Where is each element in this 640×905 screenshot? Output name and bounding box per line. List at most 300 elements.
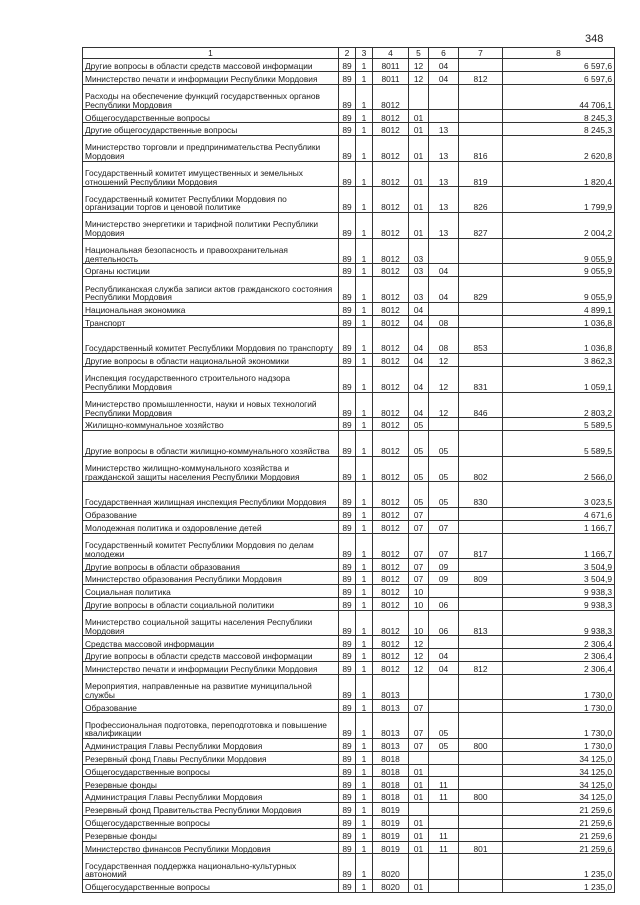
code-6: 04 — [429, 59, 459, 72]
code-5 — [409, 854, 429, 880]
code-7: 802 — [459, 456, 503, 482]
code-2: 89 — [339, 212, 356, 238]
code-6: 06 — [429, 610, 459, 636]
item-name: Общегосударственные вопросы — [83, 880, 339, 893]
code-4: 8019 — [373, 815, 409, 828]
column-header-3: 3 — [356, 48, 373, 59]
table-row — [83, 661, 615, 674]
table-row — [83, 212, 615, 238]
code-5: 03 — [409, 277, 429, 303]
code-2: 89 — [339, 649, 356, 662]
item-name: Органы юстиции — [83, 264, 339, 277]
code-2: 89 — [339, 302, 356, 315]
item-name: Министерство торговли и предпринимательства Республики Мордовия — [83, 135, 339, 161]
code-5: 10 — [409, 584, 429, 597]
code-5: 05 — [409, 418, 429, 431]
table-row — [83, 815, 615, 828]
code-4: 8019 — [373, 828, 409, 841]
table-row — [83, 123, 615, 136]
amount: 2 620,8 — [503, 135, 615, 161]
item-name: Мероприятия, направленные на развитие муниципальной службы — [83, 674, 339, 700]
code-5: 01 — [409, 212, 429, 238]
amount: 4 671,6 — [503, 507, 615, 520]
code-4: 8012 — [373, 135, 409, 161]
amount: 2 004,2 — [503, 212, 615, 238]
table-row — [83, 302, 615, 315]
amount: 1 730,0 — [503, 713, 615, 739]
code-7 — [459, 700, 503, 713]
code-2: 89 — [339, 764, 356, 777]
table-body — [83, 59, 615, 893]
code-3: 1 — [356, 597, 373, 610]
code-5: 04 — [409, 392, 429, 418]
code-2: 89 — [339, 418, 356, 431]
column-header-6: 6 — [429, 48, 459, 59]
amount: 2 803,2 — [503, 392, 615, 418]
code-3: 1 — [356, 559, 373, 572]
code-6: 09 — [429, 559, 459, 572]
code-4: 8012 — [373, 328, 409, 354]
amount: 5 589,5 — [503, 431, 615, 457]
code-7: 816 — [459, 135, 503, 161]
code-2: 89 — [339, 277, 356, 303]
code-3: 1 — [356, 880, 373, 893]
code-7 — [459, 302, 503, 315]
code-3: 1 — [356, 366, 373, 392]
code-2: 89 — [339, 84, 356, 110]
code-3: 1 — [356, 431, 373, 457]
table-row — [83, 366, 615, 392]
code-4: 8012 — [373, 187, 409, 213]
code-3: 1 — [356, 482, 373, 508]
code-4: 8012 — [373, 238, 409, 264]
column-header-8: 8 — [503, 48, 615, 59]
item-name: Другие вопросы в области национальной экономики — [83, 354, 339, 367]
code-3: 1 — [356, 392, 373, 418]
code-4: 8012 — [373, 636, 409, 649]
code-2: 89 — [339, 880, 356, 893]
code-5 — [409, 84, 429, 110]
code-2: 89 — [339, 803, 356, 816]
table-row — [83, 431, 615, 457]
code-4: 8012 — [373, 533, 409, 559]
table-row — [83, 584, 615, 597]
amount: 1 730,0 — [503, 738, 615, 751]
code-2: 89 — [339, 520, 356, 533]
code-5: 04 — [409, 328, 429, 354]
code-4: 8012 — [373, 123, 409, 136]
item-name: Государственный комитет Республики Мордовия по организации торгов и ценовой политике — [83, 187, 339, 213]
code-2: 89 — [339, 161, 356, 187]
code-2: 89 — [339, 482, 356, 508]
code-6 — [429, 507, 459, 520]
code-6: 04 — [429, 277, 459, 303]
table-row — [83, 520, 615, 533]
code-4: 8012 — [373, 84, 409, 110]
item-name: Национальная экономика — [83, 302, 339, 315]
code-4: 8011 — [373, 71, 409, 84]
table-row — [83, 456, 615, 482]
code-6: 05 — [429, 738, 459, 751]
code-3: 1 — [356, 584, 373, 597]
amount: 8 245,3 — [503, 123, 615, 136]
code-2: 89 — [339, 559, 356, 572]
code-4: 8012 — [373, 507, 409, 520]
code-3: 1 — [356, 520, 373, 533]
code-7: 801 — [459, 841, 503, 854]
code-6 — [429, 674, 459, 700]
code-7 — [459, 418, 503, 431]
code-2: 89 — [339, 597, 356, 610]
amount: 9 938,3 — [503, 610, 615, 636]
item-name: Администрация Главы Республики Мордовия — [83, 790, 339, 803]
code-3: 1 — [356, 828, 373, 841]
code-2: 89 — [339, 59, 356, 72]
code-3: 1 — [356, 636, 373, 649]
code-3: 1 — [356, 302, 373, 315]
code-4: 8012 — [373, 520, 409, 533]
column-header-1: 1 — [83, 48, 339, 59]
code-3: 1 — [356, 738, 373, 751]
table-row — [83, 713, 615, 739]
code-2: 89 — [339, 790, 356, 803]
item-name: Транспорт — [83, 315, 339, 328]
table-row — [83, 187, 615, 213]
table-row — [83, 84, 615, 110]
code-2: 89 — [339, 238, 356, 264]
code-5: 07 — [409, 520, 429, 533]
item-name: Министерство промышленности, науки и новых технологий Республики Мордовия — [83, 392, 339, 418]
code-3: 1 — [356, 572, 373, 585]
code-7: 827 — [459, 212, 503, 238]
code-6: 13 — [429, 135, 459, 161]
code-5 — [409, 674, 429, 700]
code-3: 1 — [356, 533, 373, 559]
code-6: 09 — [429, 572, 459, 585]
item-name: Другие вопросы в области социальной политики — [83, 597, 339, 610]
code-7: 813 — [459, 610, 503, 636]
code-2: 89 — [339, 431, 356, 457]
code-6: 05 — [429, 456, 459, 482]
table-row — [83, 264, 615, 277]
code-5: 04 — [409, 354, 429, 367]
table-row — [83, 751, 615, 764]
code-4: 8019 — [373, 841, 409, 854]
amount: 9 055,9 — [503, 277, 615, 303]
code-2: 89 — [339, 584, 356, 597]
code-2: 89 — [339, 815, 356, 828]
code-7 — [459, 777, 503, 790]
item-name: Общегосударственные вопросы — [83, 110, 339, 123]
code-3: 1 — [356, 187, 373, 213]
code-4: 8012 — [373, 661, 409, 674]
code-4: 8012 — [373, 418, 409, 431]
table-row — [83, 803, 615, 816]
amount: 21 259,6 — [503, 841, 615, 854]
item-name: Молодежная политика и оздоровление детей — [83, 520, 339, 533]
code-6 — [429, 880, 459, 893]
code-5: 01 — [409, 790, 429, 803]
code-7 — [459, 880, 503, 893]
code-3: 1 — [356, 418, 373, 431]
item-name: Расходы на обеспечение функций государственных органов Республики Мордовия — [83, 84, 339, 110]
code-2: 89 — [339, 738, 356, 751]
table-row — [83, 777, 615, 790]
code-4: 8012 — [373, 482, 409, 508]
item-name: Государственная поддержка национально-культурных автономий — [83, 854, 339, 880]
item-name: Резервный фонд Правительства Республики Мордовия — [83, 803, 339, 816]
code-7 — [459, 354, 503, 367]
code-6: 12 — [429, 366, 459, 392]
code-6: 08 — [429, 315, 459, 328]
amount: 1 799,9 — [503, 187, 615, 213]
code-3: 1 — [356, 649, 373, 662]
table-row — [83, 71, 615, 84]
code-6: 06 — [429, 597, 459, 610]
code-4: 8012 — [373, 366, 409, 392]
code-7: 809 — [459, 572, 503, 585]
amount: 2 306,4 — [503, 636, 615, 649]
code-5: 04 — [409, 366, 429, 392]
table-row — [83, 854, 615, 880]
amount: 9 938,3 — [503, 597, 615, 610]
code-2: 89 — [339, 366, 356, 392]
code-4: 8012 — [373, 584, 409, 597]
code-3: 1 — [356, 456, 373, 482]
code-5: 07 — [409, 507, 429, 520]
code-2: 89 — [339, 187, 356, 213]
table-row — [83, 135, 615, 161]
code-4: 8012 — [373, 456, 409, 482]
item-name: Министерство печати и информации Республики Мордовия — [83, 661, 339, 674]
code-6: 04 — [429, 661, 459, 674]
table-row — [83, 59, 615, 72]
item-name: Министерство жилищно-коммунального хозяйства и гражданской защиты населения Республики Мордовия — [83, 456, 339, 482]
code-2: 89 — [339, 713, 356, 739]
page-number: 348 — [585, 33, 604, 45]
table-row — [83, 238, 615, 264]
code-5 — [409, 751, 429, 764]
item-name: Государственная жилищная инспекция Республики Мордовия — [83, 482, 339, 508]
item-name: Государственный комитет имущественных и земельных отношений Республики Мордовия — [83, 161, 339, 187]
code-6 — [429, 803, 459, 816]
code-6: 11 — [429, 777, 459, 790]
item-name: Национальная безопасность и правоохранительная деятельность — [83, 238, 339, 264]
code-7 — [459, 110, 503, 123]
code-7 — [459, 854, 503, 880]
table-row — [83, 764, 615, 777]
code-5: 12 — [409, 649, 429, 662]
code-6: 08 — [429, 328, 459, 354]
code-7 — [459, 649, 503, 662]
code-6 — [429, 815, 459, 828]
code-4: 8012 — [373, 277, 409, 303]
code-5: 07 — [409, 738, 429, 751]
column-header-2: 2 — [339, 48, 356, 59]
code-2: 89 — [339, 636, 356, 649]
code-7 — [459, 315, 503, 328]
code-5: 10 — [409, 597, 429, 610]
item-name: Резервные фонды — [83, 777, 339, 790]
amount: 2 566,0 — [503, 456, 615, 482]
code-7: 831 — [459, 366, 503, 392]
code-6: 04 — [429, 649, 459, 662]
column-header-5: 5 — [409, 48, 429, 59]
code-4: 8018 — [373, 777, 409, 790]
code-5: 01 — [409, 815, 429, 828]
code-2: 89 — [339, 700, 356, 713]
item-name: Общегосударственные вопросы — [83, 764, 339, 777]
code-5: 12 — [409, 661, 429, 674]
code-3: 1 — [356, 354, 373, 367]
code-4: 8018 — [373, 790, 409, 803]
code-2: 89 — [339, 674, 356, 700]
code-7 — [459, 520, 503, 533]
code-2: 89 — [339, 841, 356, 854]
code-7 — [459, 597, 503, 610]
code-3: 1 — [356, 661, 373, 674]
code-2: 89 — [339, 854, 356, 880]
amount: 44 706,1 — [503, 84, 615, 110]
code-7 — [459, 751, 503, 764]
code-5: 12 — [409, 59, 429, 72]
amount: 9 055,9 — [503, 264, 615, 277]
code-7 — [459, 584, 503, 597]
amount: 1 235,0 — [503, 854, 615, 880]
code-4: 8012 — [373, 431, 409, 457]
column-header-7: 7 — [459, 48, 503, 59]
code-6 — [429, 302, 459, 315]
table-row — [83, 482, 615, 508]
item-name: Государственный комитет Республики Мордовия по делам молодежи — [83, 533, 339, 559]
code-6: 11 — [429, 828, 459, 841]
code-6 — [429, 110, 459, 123]
table-row — [83, 738, 615, 751]
code-2: 89 — [339, 456, 356, 482]
table-row — [83, 828, 615, 841]
code-4: 8020 — [373, 854, 409, 880]
code-3: 1 — [356, 59, 373, 72]
code-5: 01 — [409, 880, 429, 893]
code-5: 01 — [409, 187, 429, 213]
code-4: 8011 — [373, 59, 409, 72]
code-2: 89 — [339, 507, 356, 520]
code-4: 8012 — [373, 302, 409, 315]
amount: 9 938,3 — [503, 584, 615, 597]
code-7 — [459, 713, 503, 739]
table-row — [83, 841, 615, 854]
item-name: Министерство финансов Республики Мордовия — [83, 841, 339, 854]
code-5: 12 — [409, 636, 429, 649]
amount: 4 899,1 — [503, 302, 615, 315]
code-3: 1 — [356, 135, 373, 161]
code-3: 1 — [356, 84, 373, 110]
item-name: Другие вопросы в области образования — [83, 559, 339, 572]
code-2: 89 — [339, 828, 356, 841]
table-row — [83, 649, 615, 662]
code-4: 8018 — [373, 751, 409, 764]
code-5: 01 — [409, 828, 429, 841]
code-5: 07 — [409, 713, 429, 739]
table-row — [83, 674, 615, 700]
item-name: Образование — [83, 507, 339, 520]
amount: 6 597,6 — [503, 71, 615, 84]
code-5: 04 — [409, 302, 429, 315]
code-7 — [459, 431, 503, 457]
code-4: 8012 — [373, 354, 409, 367]
code-5: 01 — [409, 841, 429, 854]
code-5: 01 — [409, 123, 429, 136]
code-6: 05 — [429, 713, 459, 739]
amount: 8 245,3 — [503, 110, 615, 123]
code-5: 01 — [409, 764, 429, 777]
code-4: 8012 — [373, 315, 409, 328]
code-3: 1 — [356, 854, 373, 880]
code-4: 8012 — [373, 212, 409, 238]
code-6: 12 — [429, 392, 459, 418]
code-4: 8013 — [373, 738, 409, 751]
amount: 3 504,9 — [503, 559, 615, 572]
code-6 — [429, 764, 459, 777]
code-3: 1 — [356, 277, 373, 303]
code-7 — [459, 264, 503, 277]
code-3: 1 — [356, 610, 373, 636]
code-6: 13 — [429, 123, 459, 136]
code-3: 1 — [356, 751, 373, 764]
code-2: 89 — [339, 71, 356, 84]
code-3: 1 — [356, 790, 373, 803]
amount: 1 036,8 — [503, 328, 615, 354]
code-2: 89 — [339, 751, 356, 764]
item-name: Социальная политика — [83, 584, 339, 597]
budget-table — [82, 47, 615, 893]
amount: 1 166,7 — [503, 533, 615, 559]
code-4: 8019 — [373, 803, 409, 816]
code-6 — [429, 418, 459, 431]
code-3: 1 — [356, 777, 373, 790]
table-row — [83, 790, 615, 803]
item-name: Общегосударственные вопросы — [83, 815, 339, 828]
table-row — [83, 572, 615, 585]
amount: 3 504,9 — [503, 572, 615, 585]
code-5: 01 — [409, 777, 429, 790]
code-4: 8012 — [373, 649, 409, 662]
amount: 1 059,1 — [503, 366, 615, 392]
code-7 — [459, 803, 503, 816]
table-row — [83, 277, 615, 303]
code-4: 8012 — [373, 264, 409, 277]
code-5: 12 — [409, 71, 429, 84]
code-3: 1 — [356, 212, 373, 238]
amount: 1 036,8 — [503, 315, 615, 328]
code-3: 1 — [356, 110, 373, 123]
code-3: 1 — [356, 674, 373, 700]
code-6 — [429, 238, 459, 264]
code-5: 03 — [409, 238, 429, 264]
code-5: 01 — [409, 161, 429, 187]
amount: 34 125,0 — [503, 751, 615, 764]
table-row — [83, 110, 615, 123]
code-7: 853 — [459, 328, 503, 354]
table-row — [83, 507, 615, 520]
code-6: 04 — [429, 264, 459, 277]
amount: 34 125,0 — [503, 790, 615, 803]
table-row — [83, 610, 615, 636]
code-2: 89 — [339, 610, 356, 636]
item-name: Министерство печати и информации Республики Мордовия — [83, 71, 339, 84]
table-row — [83, 636, 615, 649]
item-name: Другие вопросы в области средств массовой информации — [83, 59, 339, 72]
